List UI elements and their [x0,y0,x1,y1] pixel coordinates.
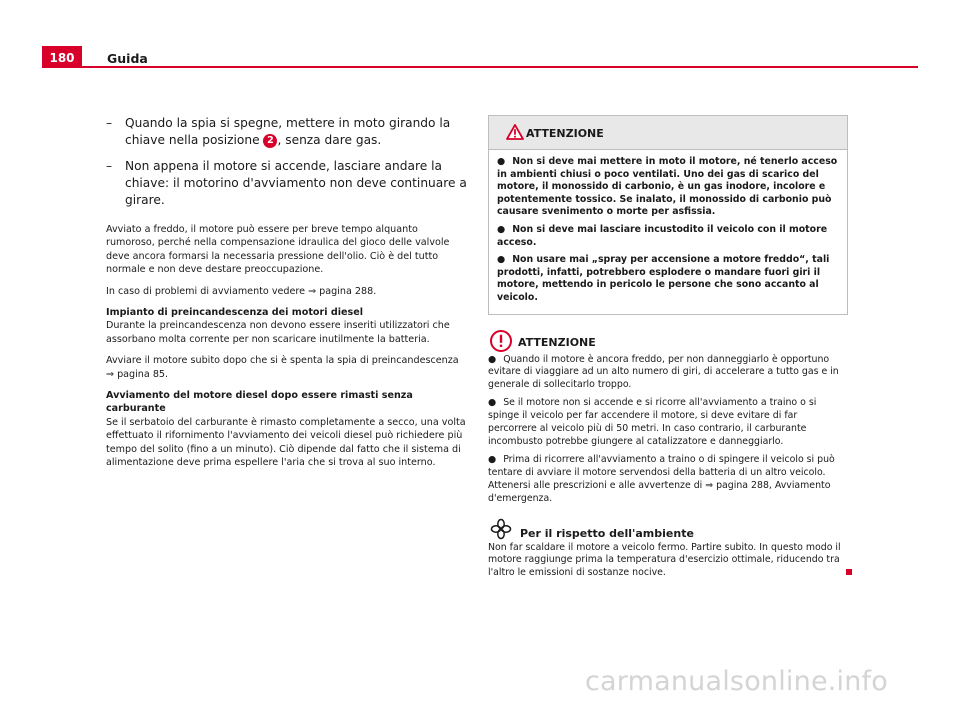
chapter-title: Guida [107,51,148,66]
heading-diesel-empty: Avviamento del motore diesel dopo essere rimasti senza carburante [106,390,413,415]
heading-preheating: Impianto di preincandescenza dei motori diesel [106,307,364,319]
bullet: ● [497,254,506,266]
notice-item-text: Se il motore non si accende e si ricorre all'avviamento a traino o si spinge il veicolo per far accendere il motore, si deve evitare di far percorrere al veicolo più di 50 metri. In caso contrario, il carburante incombusto potrebbe giungere al catalizzatore e danneggiarlo. [488,397,817,447]
step-dash: – [106,159,113,173]
notice-item-text: Quando il motore è ancora freddo, per non danneggiarlo è opportuno evitare di viaggiare ad un alto numero di giri, di accelerare a tutto gas e in generale di sollecitarlo troppo. [488,353,839,391]
environment-text: Non far scaldare il motore a veicolo fermo. Partire subito. In questo modo il motore raggiunge prima la temperatura d'esercizio ottimale, riducendo tra l'altro le emissioni di sostanze nocive. [488,541,841,579]
position-2-marker: 2 [263,134,277,148]
warning-item-text: Non usare mai „spray per accensione a motore freddo“, tali prodotti, infatti, potrebbero esplodere o mandare fuori giri il motore, mettendo in pericolo le persone che sono accanto al veicolo. [497,254,830,303]
left-column [106,115,468,478]
notice-item-text: Prima di ricorrere all'avviamento a traino o di spingere il veicolo si può tentare di avviare il motore servendosi della batteria di un altro veicolo. Attenersi alle prescrizioni e alle avvertenze di ⇒ pagina 288, Avviamento d'emergenza. [488,453,835,504]
header-rule [42,66,918,68]
warning-item [497,224,839,249]
notice-item [488,354,848,393]
paragraph-diesel-empty: Se il serbatoio del carburante è rimasto completamente a secco, una volta effettuato il rifornimento l'avviamento dei veicoli diesel può richiedere più tempo del solito (fino a un minuto). Ciò dipende dal fatto che il sistema di alimentazione deve prima espellere l'aria che si trova al suo interno. [106,416,466,469]
notice-item [488,397,848,449]
notice-body [488,354,848,506]
watermark: carmanualsonline.info [585,666,888,697]
step-item [106,115,468,149]
caution-circle-icon [490,330,512,356]
paragraph-cold-start: Avviato a freddo, il motore può essere per breve tempo alquanto rumoroso, perché nella compensazione idraulica del gioco delle valvole deve ancora formarsi la necessaria pressione dell'olio. Ciò è del tutto normale e non deve destare preoccupazione. [106,224,450,276]
step-text-end: , senza dare gas. [277,133,382,147]
paragraph-start-problems: In caso di problemi di avviamento vedere ⇒ pagina 288. [106,285,377,297]
warning-triangle-icon [506,124,524,144]
step-item [106,158,468,209]
warning-item [497,254,839,304]
warning-item [497,156,839,219]
warning-item-text: Non si deve mai mettere in moto il motore, né tenerlo acceso in ambienti chiusi o poco ventilati. Uno dei gas di scarico del motore, il monossido di carbonio, è un gas inodore, incolore e potentemente tossico. Se inalato, il monossido di carbonio può causare svenimento o morte per asfissia. [497,156,838,218]
environment-body [488,542,848,581]
section-end-marker [846,569,852,575]
warning-box-header [489,116,847,150]
step-text: Non appena il motore si accende, lasciare andare la chiave: il motorino d'avviamento non deve continuare a girare. [125,159,467,207]
environment-flower-icon [490,518,512,544]
notice-item [488,454,848,506]
paragraph-preheating-lamp: Avviare il motore subito dopo che si è spenta la spia di preincandescenza ⇒ pagina 85. [106,355,459,380]
bullet: ● [488,353,497,365]
warning-box [488,115,848,315]
page-number-badge: 180 [42,46,82,68]
bullet: ● [488,453,497,465]
notice-header [488,330,848,352]
environment-header [488,520,848,542]
bullet: ● [488,397,497,409]
bullet: ● [497,156,506,167]
right-column [488,115,848,585]
step-dash: – [106,116,113,130]
warning-box-title: ATTENZIONE [526,127,604,140]
warning-item-text: Non si deve mai lasciare incustodito il veicolo con il motore acceso. [497,223,828,248]
bullet: ● [497,223,506,235]
environment-title: Per il rispetto dell'ambiente [520,526,694,540]
step-text: Quando la spia si spegne, mettere in moto girando la chiave nella posizione [125,116,451,147]
paragraph-preheating: Durante la preincandescenza non devono essere inseriti utilizzatori che assorbano molta corrente per non scaricare inutilmente la batteria. [106,320,450,345]
notice-title: ATTENZIONE [518,335,596,349]
warning-box-body [489,150,847,314]
